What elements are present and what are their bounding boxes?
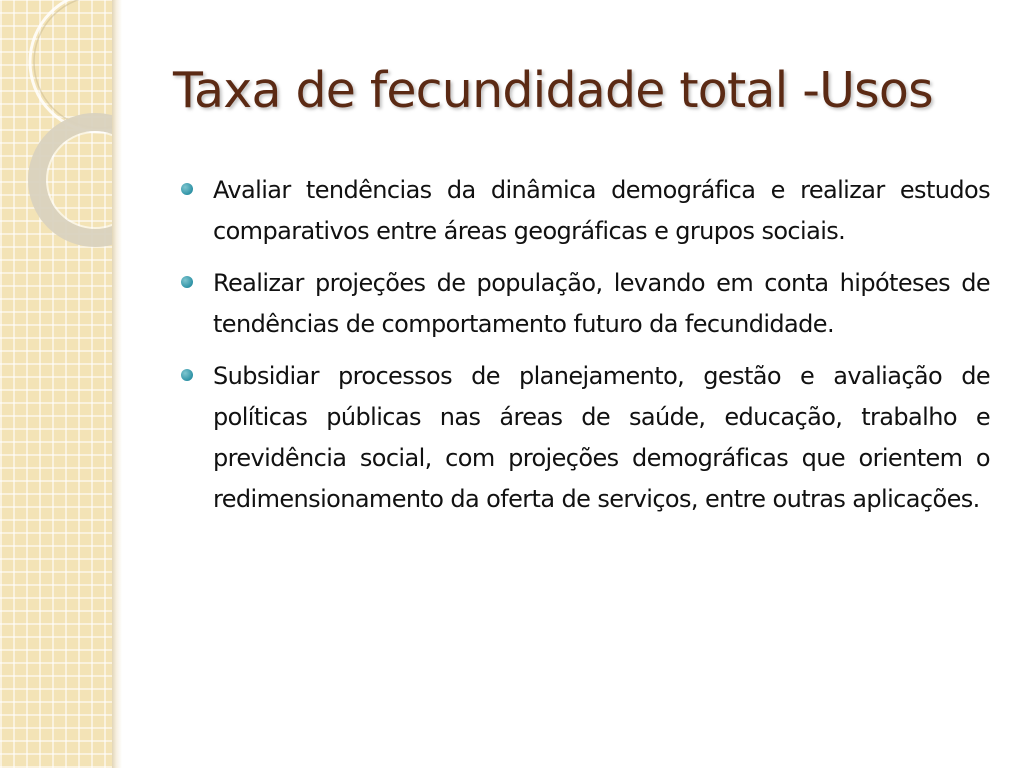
bullet-text: Realizar projeções de população, levando em conta hipóteses de tendências de comportamento futuro da fecundidade. xyxy=(213,269,990,338)
slide-title: Taxa de fecundidade total -Usos xyxy=(173,62,933,119)
bullet-item xyxy=(180,170,990,252)
bullet-dot-icon xyxy=(181,369,193,381)
bullet-dot-icon xyxy=(181,183,193,195)
bullet-item xyxy=(180,263,990,345)
bullet-text: Avaliar tendências da dinâmica demográfica e realizar estudos comparativos entre áreas geográficas e grupos sociais. xyxy=(213,176,990,245)
decorative-ring-large xyxy=(30,0,112,132)
bullet-text: Subsidiar processos de planejamento, gestão e avaliação de políticas públicas nas áreas de saúde, educação, trabalho e previdência social, com projeções demográficas que orientem o redimensionamento da oferta de serviços, entre outras aplicações. xyxy=(213,362,990,513)
sidebar-edge-shadow xyxy=(112,0,122,768)
bullet-item xyxy=(180,356,990,520)
bullet-dot-icon xyxy=(181,276,193,288)
bullet-list xyxy=(180,170,990,531)
decorative-sidebar xyxy=(0,0,112,768)
decorative-rings xyxy=(0,0,112,300)
decorative-ring-thick xyxy=(37,122,112,238)
